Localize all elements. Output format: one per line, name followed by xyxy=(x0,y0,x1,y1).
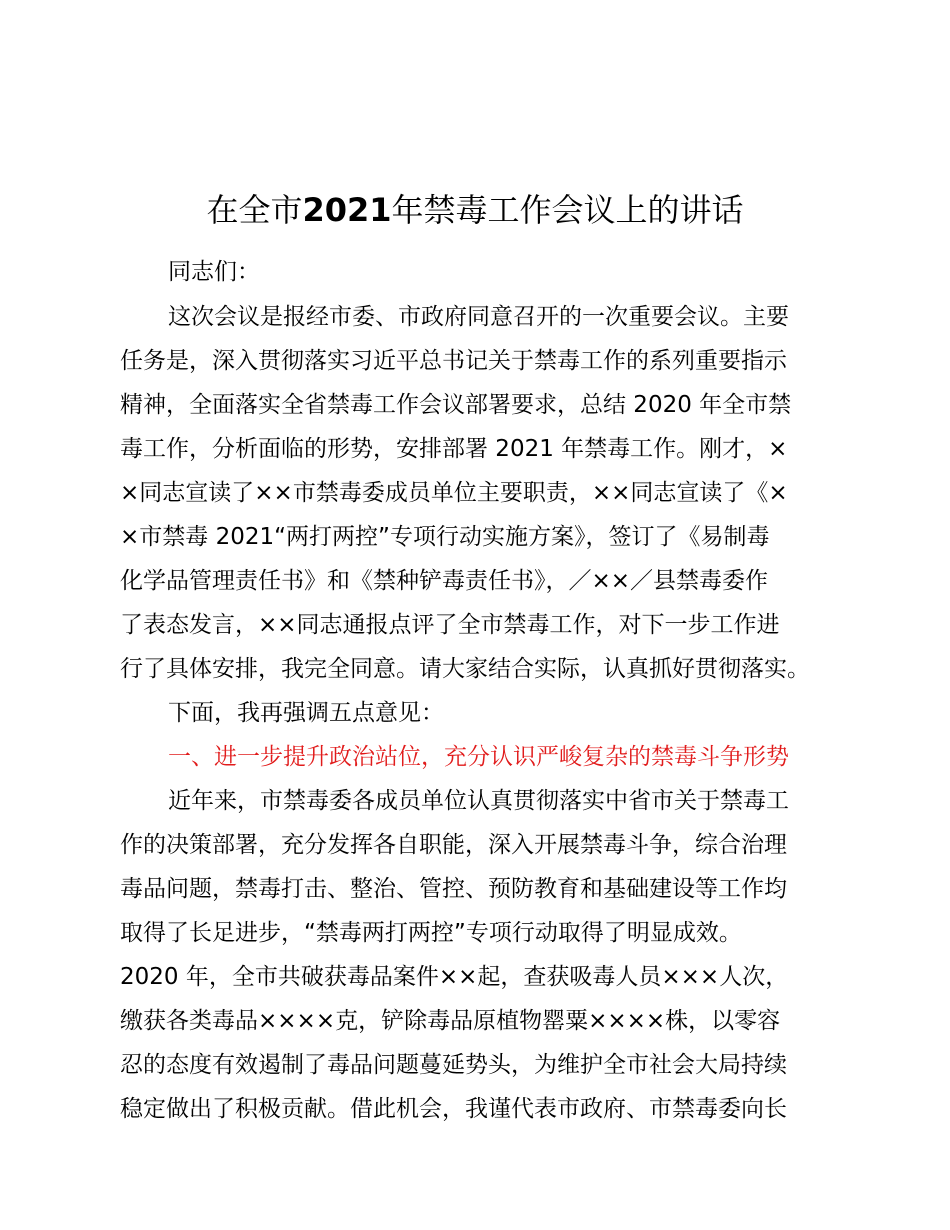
paragraph-line: 忍的态度有效遏制了毒品问题蔓延势头，为维护全市社会大局持续 xyxy=(120,1052,787,1078)
paragraph-line: 毒品问题，禁毒打击、整治、管控、预防教育和基础建设等工作均 xyxy=(120,876,787,902)
paragraph-line: 稳定做出了积极贡献。借此机会，我谨代表市政府、市禁毒委向长 xyxy=(120,1096,787,1122)
paragraph-line: ×市禁毒 2021“两打两控”专项行动实施方案》，签订了《易制毒 xyxy=(120,524,770,550)
paragraph-line: 任务是，深入贯彻落实习近平总书记关于禁毒工作的系列重要指示 xyxy=(120,348,787,374)
paragraph-line: 作的决策部署，充分发挥各自职能，深入开展禁毒斗争，综合治理 xyxy=(120,832,787,858)
paragraph-line: ×同志宣读了××市禁毒委成员单位主要职责，××同志宣读了《× xyxy=(120,480,788,506)
paragraph-line: 行了具体安排，我完全同意。请大家结合实际，认真抓好贯彻落实。 xyxy=(120,656,810,682)
paragraph-line: 化学品管理责任书》和《禁种铲毒责任书》，／××／县禁毒委作 xyxy=(120,568,769,594)
paragraph-line: 近年来，市禁毒委各成员单位认真贯彻落实中省市关于禁毒工 xyxy=(168,788,789,814)
title-prefix: 在全市 xyxy=(206,191,303,229)
paragraph-line: 毒工作，分析面临的形势，安排部署 2021 年禁毒工作。刚才，× xyxy=(120,436,788,462)
paragraph-line: 2020 年，全市共破获毒品案件××起，查获吸毒人员×××人次， xyxy=(120,964,789,990)
document-title xyxy=(0,186,950,234)
paragraph-line: 精神，全面落实全省禁毒工作会议部署要求，总结 2020 年全市禁 xyxy=(120,392,792,418)
paragraph-line: 了表态发言，××同志通报点评了全市禁毒工作，对下一步工作进 xyxy=(120,612,780,638)
paragraph-line: 下面，我再强调五点意见： xyxy=(168,700,444,726)
salutation: 同志们： xyxy=(168,259,260,285)
section-heading: 一、进一步提升政治站位，充分认识严峻复杂的禁毒斗争形势 xyxy=(168,744,789,770)
paragraph-line: 缴获各类毒品××××克，铲除毒品原植物罂粟××××株，以零容 xyxy=(120,1008,781,1034)
title-suffix: 年禁毒工作会议上的讲话 xyxy=(391,191,744,229)
title-year: 2021 xyxy=(302,191,392,229)
paragraph-line: 这次会议是报经市委、市政府同意召开的一次重要会议。主要 xyxy=(168,304,789,330)
paragraph-line: 取得了长足进步，“禁毒两打两控”专项行动取得了明显成效。 xyxy=(120,920,742,946)
